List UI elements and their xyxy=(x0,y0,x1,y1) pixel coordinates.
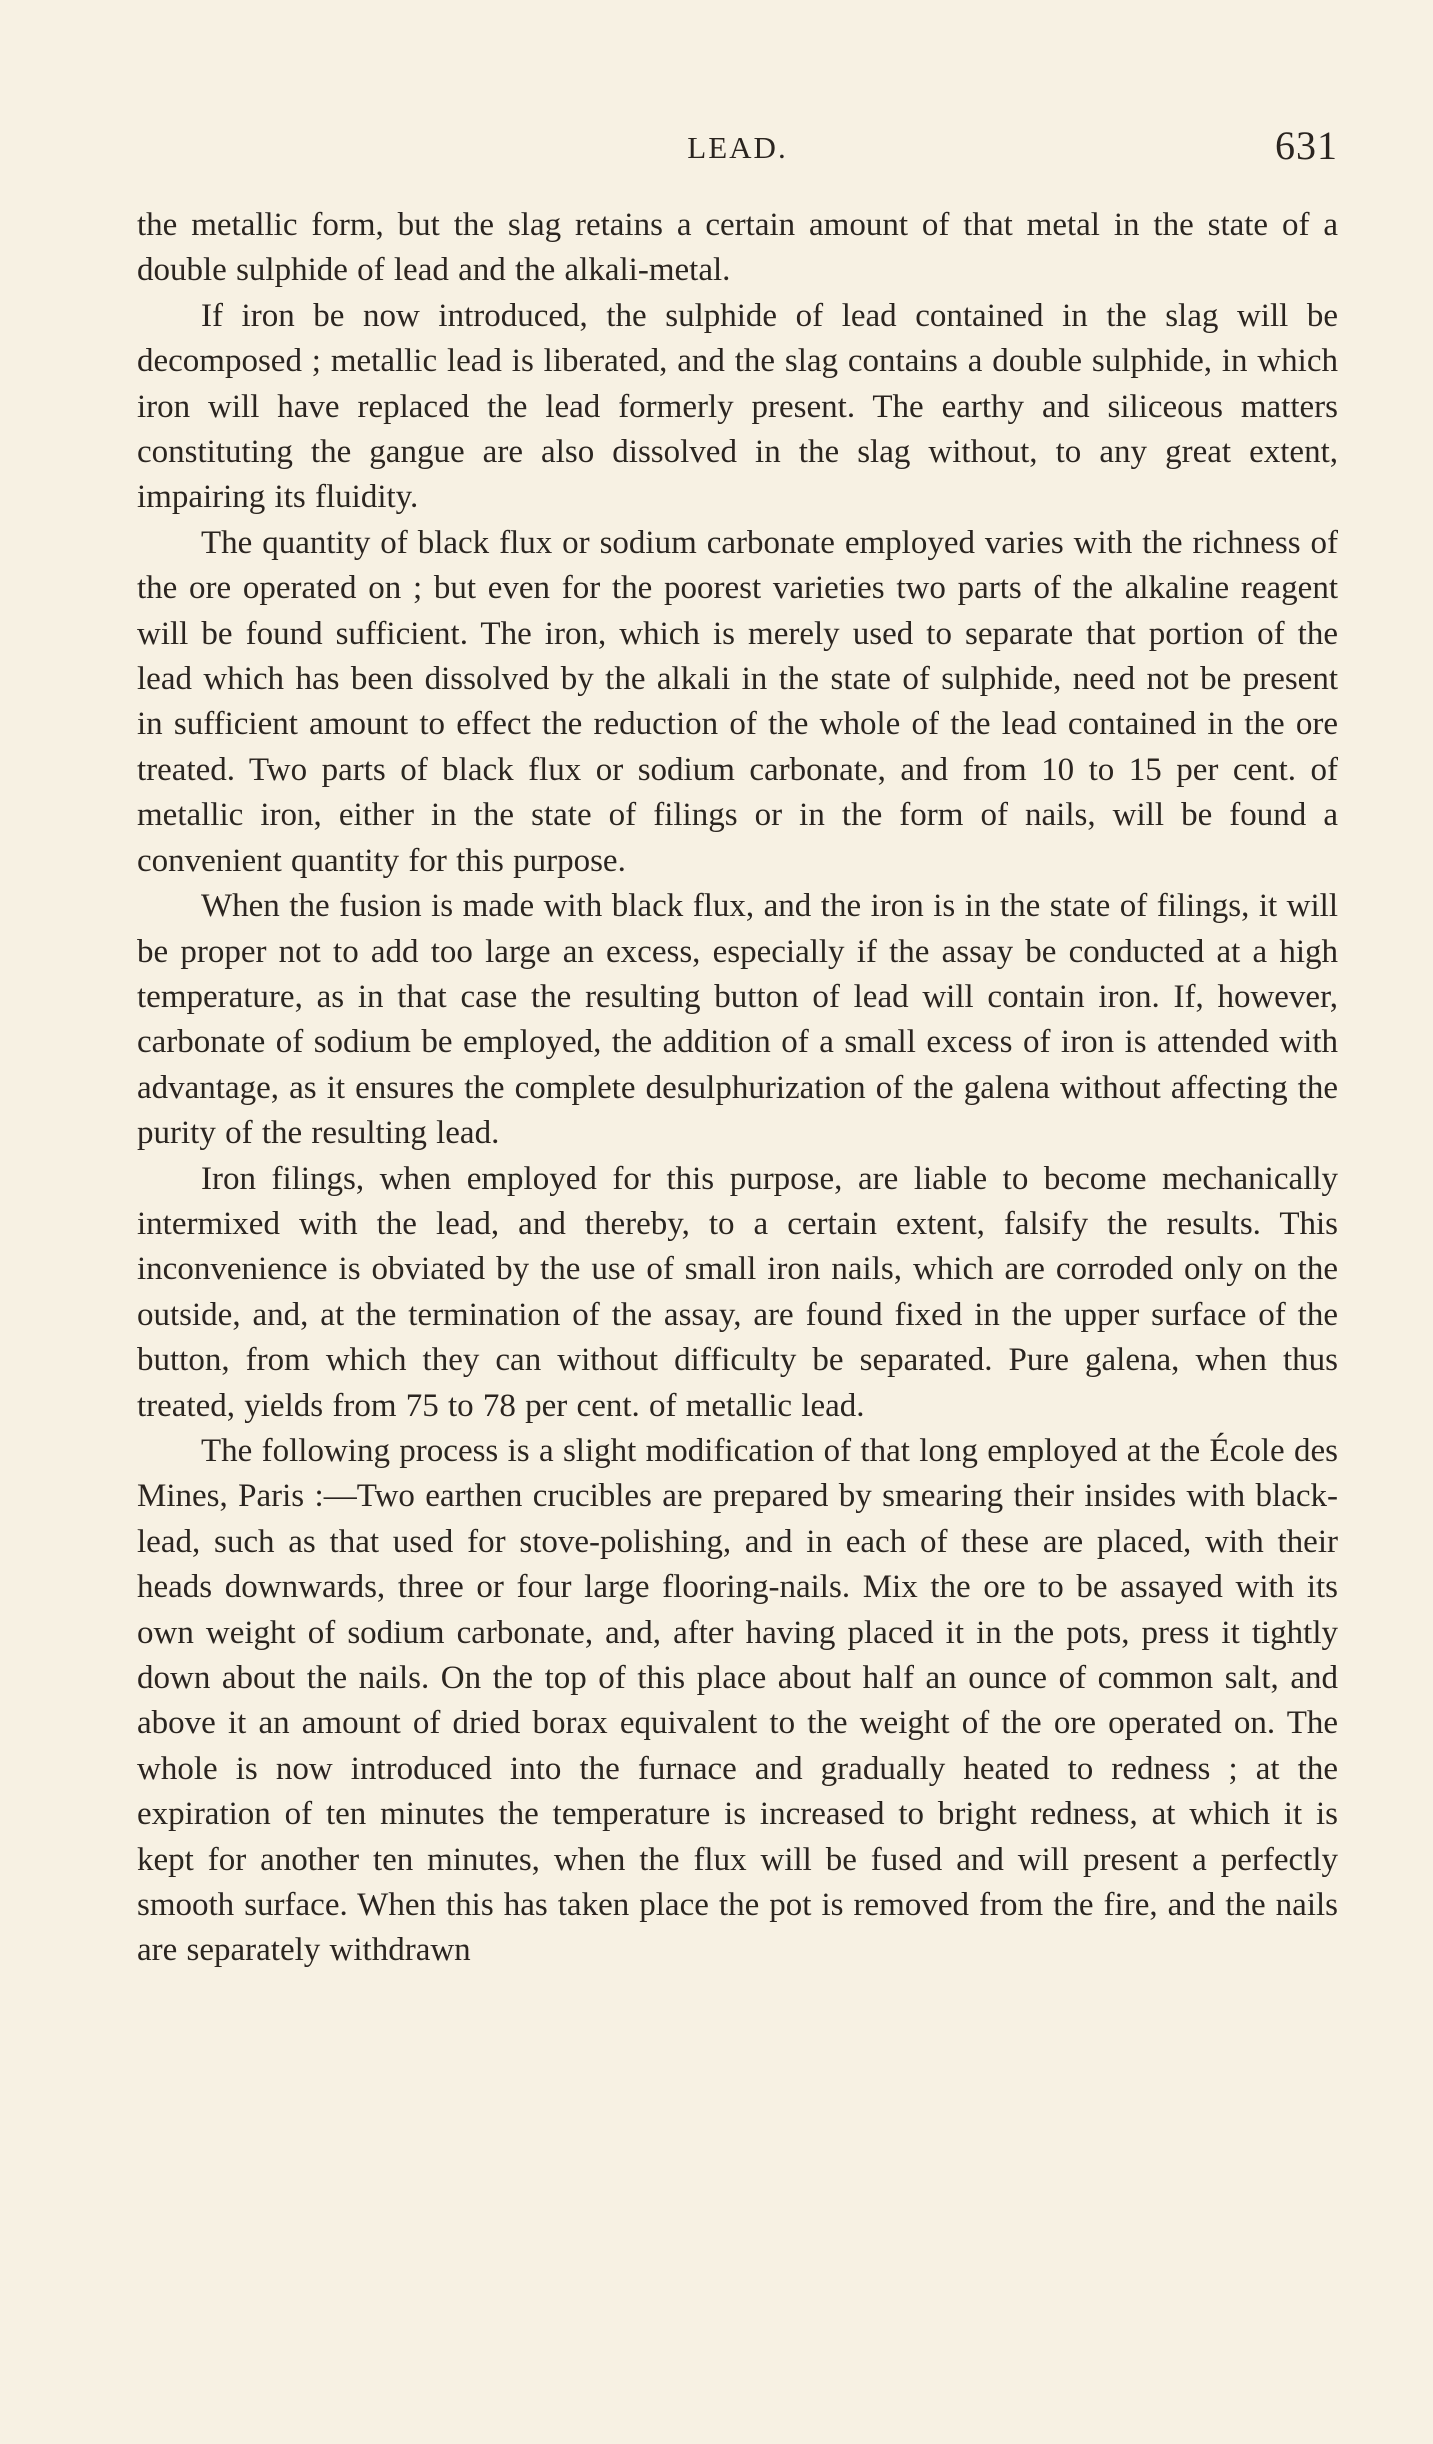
running-head: LEAD. xyxy=(687,130,788,165)
paragraph-continued: the metallic form, but the slag retains a certain amount of that metal in the state of a double sulphide of lead and the alkali-metal. xyxy=(137,207,1338,289)
paragraph-fusion-black-flux: When the fusion is made with black flux, and the iron is in the state of filings, it will be proper not to add too large an excess, especially if the assay be conducted at a high temperature, as in that case the resulting button of lead will contain iron. If, however, carbonate of sodium be employed, the addition of a small excess of iron is attended with advantage, as it ensures the complete desulphurization of the galena without affecting the purity of the resulting lead. xyxy=(137,888,1338,1152)
page-number: 631 xyxy=(1275,123,1338,168)
paragraph-iron-introduced: If iron be now introduced, the sulphide of lead contained in the slag will be decomposed ; metallic lead is liberated, and the slag contains a double sulphide, in which iron will have replaced the lead formerly present. The earthy and siliceous matters constituting the gangue are also dissolved in the slag without, to any great extent, impairing its fluidity. xyxy=(137,297,1338,516)
paragraph-ecole-des-mines-process: The following process is a slight modification of that long employed at the École des Mines, Paris :—Two earthen crucibles are prepared by smearing their insides with black-lead, such as that used for stove-polishing, and in each of these are placed, with their heads downwards, three or four large flooring-nails. Mix the ore to be assayed with its own weight of sodium carbonate, and, after having placed it in the pots, press it tightly down about the nails. On the top of this place about half an ounce of common salt, and above it an amount of dried borax equivalent to the weight of the ore operated on. The whole is now introduced into the furnace and gradually heated to redness ; at the expiration of ten minutes the temperature is increased to bright redness, at which it is kept for another ten minutes, when the flux will be fused and will present a perfectly smooth surface. When this has taken place the pot is removed from the fire, and the nails are separately withdrawn xyxy=(137,1432,1338,1969)
body-text xyxy=(137,203,1338,1974)
paragraph-iron-filings: Iron filings, when employed for this purpose, are liable to become mechanically intermixed with the lead, and thereby, to a certain extent, falsify the results. This inconvenience is obviated by the use of small iron nails, which are corroded only on the outside, and, at the termination of the assay, are found fixed in the upper surface of the button, from which they can without difficulty be separated. Pure galena, when thus treated, yields from 75 to 78 per cent. of metallic lead. xyxy=(137,1160,1338,1424)
paragraph-quantity-flux: The quantity of black flux or sodium carbonate employed varies with the richness of the ore operated on ; but even for the poorest varieties two parts of the alkaline reagent will be found sufficient. The iron, which is merely used to separate that portion of the lead which has been dissolved by the alkali in the state of sulphide, need not be present in sufficient amount to effect the reduction of the whole of the lead contained in the ore treated. Two parts of black flux or sodium carbonate, and from 10 to 15 per cent. of metallic iron, either in the state of filings or in the form of nails, will be found a convenient quantity for this purpose. xyxy=(137,524,1338,879)
page-header xyxy=(137,122,1338,174)
